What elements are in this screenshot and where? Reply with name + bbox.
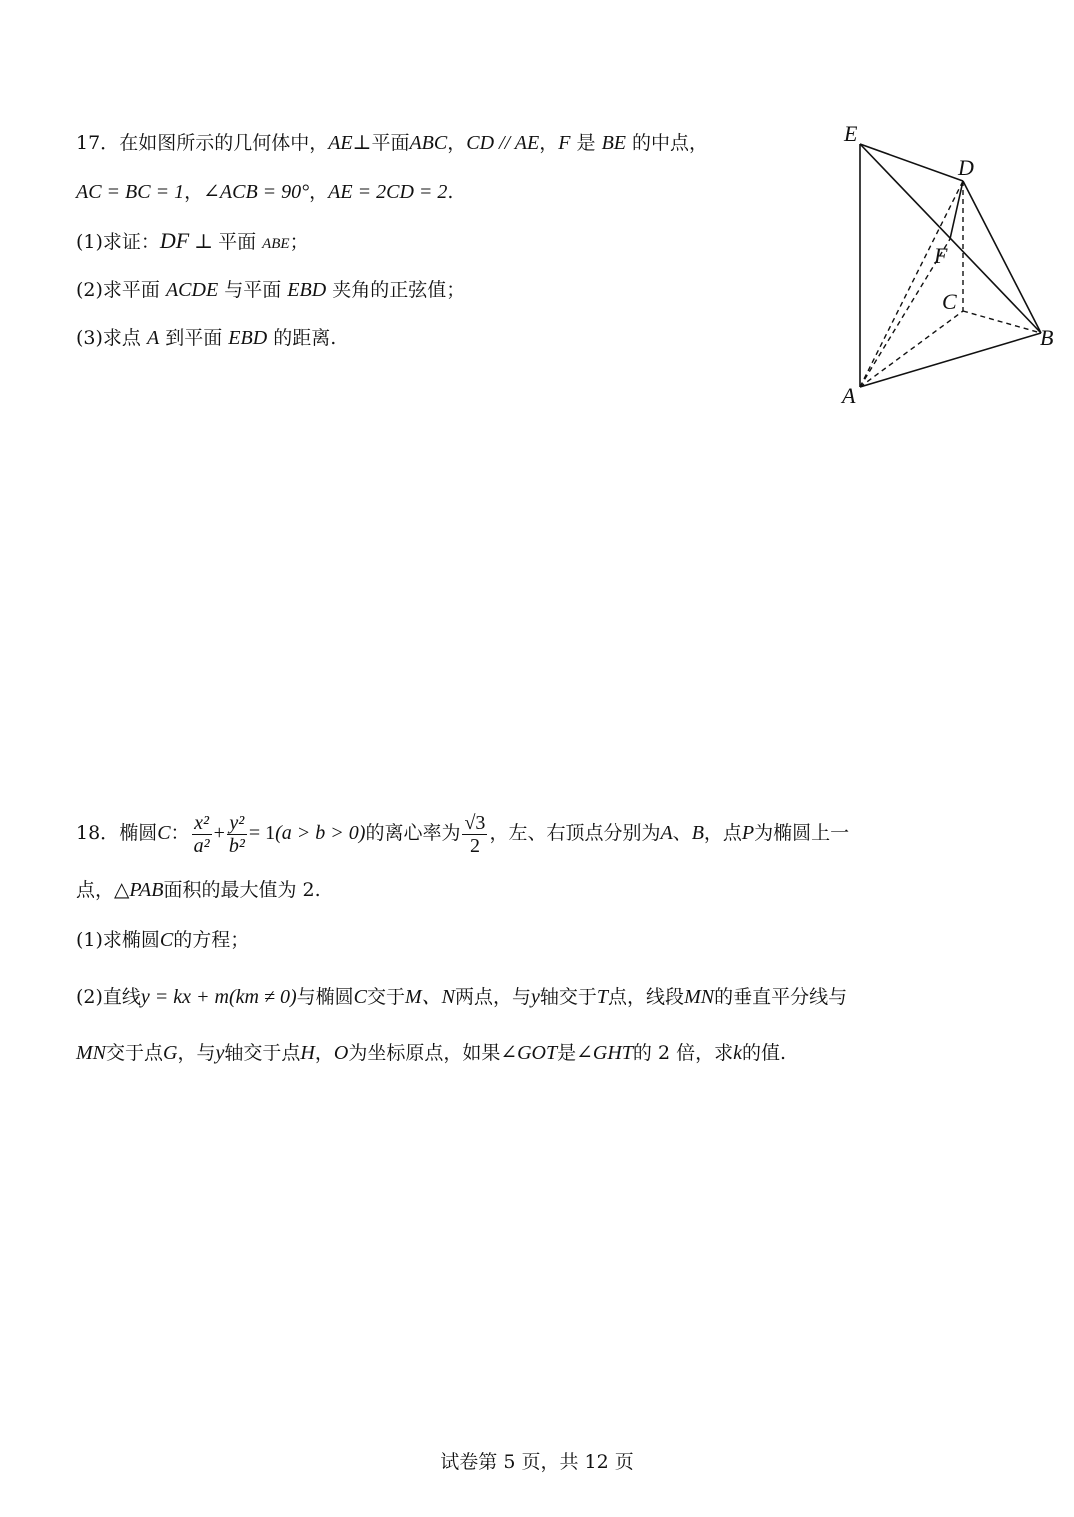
q18-k: k: [733, 1042, 742, 1064]
q18-text: 是: [557, 1042, 577, 1064]
q18-text: 点，线段: [608, 986, 685, 1008]
q18-ellipse-word: 椭圆: [119, 822, 158, 844]
edge-ad: [860, 181, 963, 387]
q18-part-2-line-2: [76, 1038, 786, 1068]
q17-p3-prefix: (3)求点: [76, 327, 147, 349]
fraction-denominator: b²: [228, 834, 245, 857]
edge-df: [950, 181, 963, 239]
q18-plus: +: [213, 822, 225, 844]
fraction-denominator: 2: [469, 834, 480, 857]
q17-be: BE: [601, 132, 626, 154]
q18-text: 的垂直平分线与: [714, 986, 848, 1008]
q18-p2-c: C: [353, 986, 367, 1008]
geometry-figure: [830, 115, 1070, 415]
q17-sep: ，: [184, 181, 204, 203]
q18-p1-end: 的方程；: [173, 929, 250, 951]
q17-p1-perp: ⊥: [189, 231, 219, 253]
q17-p2-acde: ACDE: [165, 279, 219, 301]
q17-intro: 在如图所示的几何体中，: [119, 132, 329, 154]
q17-period: .: [447, 181, 454, 203]
q18-rest: 为椭圆上一: [754, 822, 850, 844]
q18-text: 面积的最大值为 2.: [163, 879, 321, 901]
q17-sep: ，: [309, 181, 329, 203]
label-d: D: [958, 155, 974, 180]
q18-text: 的 2 倍，求: [632, 1042, 734, 1064]
q17-perp: ⊥: [352, 132, 372, 154]
q17-is: 是: [570, 132, 602, 154]
fraction-denominator: a²: [193, 834, 210, 857]
q17-p1-end: ；: [289, 231, 309, 253]
q17-midpoint: 的中点，: [626, 132, 709, 154]
q17-f: F: [558, 132, 571, 154]
q17-p1-plane: 平面: [218, 231, 263, 253]
q18-part-1: [76, 925, 249, 955]
q18-line-1: [76, 808, 849, 858]
q17-plane: 平面: [371, 132, 410, 154]
q17-sep: ，: [539, 132, 559, 154]
q18-p2-mn: M、N: [405, 986, 455, 1008]
q18-h: H: [300, 1042, 315, 1064]
q18-angle-got: ∠GOT: [500, 1042, 558, 1064]
q18-p2-mn: MN: [684, 986, 715, 1008]
q18-p1-c: C: [159, 929, 174, 951]
q18-text: 轴交于: [539, 986, 597, 1008]
q18-point-p: P: [741, 822, 755, 844]
q17-line-2: [76, 177, 453, 207]
q17-cond-ac-bc: AC = BC = 1: [76, 181, 185, 203]
fraction-sqrt3-2: [462, 812, 487, 857]
q18-triangle: △PAB: [114, 879, 164, 901]
q18-o: O: [333, 1042, 349, 1064]
q18-p2-line-eq: y = kx + m: [140, 986, 229, 1008]
q18-rest: ，左、右顶点分别为: [489, 822, 661, 844]
edge-ab: [860, 333, 1041, 387]
q18-line-2: [76, 875, 321, 905]
q18-part-2: [76, 982, 847, 1012]
q17-p2-end: 夹角的正弦值；: [326, 279, 466, 301]
q18-text: 点，: [76, 879, 115, 901]
label-f: F: [934, 243, 948, 268]
label-b: B: [1040, 325, 1054, 350]
fraction-numerator: y²: [227, 812, 247, 835]
q18-p2-y: y: [531, 986, 540, 1008]
q18-g: G: [163, 1042, 178, 1064]
q17-p3-end: 的距离.: [267, 327, 337, 349]
edge-ac: [860, 311, 963, 387]
edge-db: [963, 181, 1041, 333]
q18-ecc-text: 的离心率为: [365, 822, 461, 844]
edge-ed: [860, 144, 963, 181]
q17-p1-abe: ABE: [262, 236, 290, 252]
q18-rest: ，点: [703, 822, 742, 844]
q18-point-a: A: [660, 822, 673, 844]
q17-abc: ABC: [409, 132, 448, 154]
q18-angle-ght: ∠GHT: [576, 1042, 633, 1064]
q18-cond: (a > b > 0): [275, 822, 366, 844]
q17-line-1: [76, 128, 708, 158]
q17-p2-mid: 与平面: [218, 279, 288, 301]
q18-text: ，: [314, 1042, 334, 1064]
q18-text: 交于点: [106, 1042, 164, 1064]
q18-p2-t: T: [596, 986, 609, 1008]
q17-p3-ebd: EBD: [228, 327, 268, 349]
fraction-numerator: x²: [192, 812, 212, 835]
q17-p3-a: A: [146, 327, 160, 349]
edge-cb: [963, 311, 1041, 333]
q18-p2-prefix: (2)直线: [76, 986, 141, 1008]
label-a: A: [842, 383, 856, 408]
q17-ae: AE: [328, 132, 353, 154]
q18-p2-cond: (km ≠ 0): [229, 986, 297, 1008]
q17-part-3: [76, 323, 336, 353]
q18-text: ，与: [177, 1042, 216, 1064]
q18-p1-prefix: (1)求椭圆: [76, 929, 160, 951]
q18-mn: MN: [76, 1042, 106, 1064]
q17-cond-angle: ∠ACB = 90°: [203, 181, 310, 203]
q17-sep: ，: [447, 132, 467, 154]
q18-text: 为坐标原点，如果: [348, 1042, 501, 1064]
q17-cd-parallel: CD // AE: [466, 132, 540, 154]
q18-c: C: [157, 822, 171, 844]
q17-p3-mid: 到平面: [159, 327, 229, 349]
q18-text: 交于: [366, 986, 405, 1008]
q18-text: 与椭圆: [296, 986, 354, 1008]
q17-p2-prefix: (2)求平面: [76, 279, 166, 301]
page-footer: 试卷第 5 页，共 12 页: [440, 1451, 634, 1473]
fraction-x2-a2: [192, 812, 212, 857]
q18-number: 18．: [76, 822, 120, 844]
q17-p1-df: DF: [159, 228, 190, 253]
q17-part-2: [76, 275, 465, 305]
fraction-y2-b2: [227, 812, 247, 857]
label-e: E: [844, 121, 858, 146]
q18-colon: ：: [170, 822, 190, 844]
q17-p2-ebd: EBD: [287, 279, 327, 301]
q17-number: 17．: [76, 132, 120, 154]
fraction-numerator: √3: [464, 811, 486, 834]
q18-sep: 、: [672, 822, 692, 844]
q17-part-1: [76, 226, 309, 259]
q18-text: 轴交于点: [224, 1042, 301, 1064]
q17-cond-ae-cd: AE = 2CD = 2: [328, 181, 448, 203]
label-c: C: [942, 289, 957, 314]
q18-point-b: B: [691, 822, 704, 844]
q18-text: 两点，与: [455, 986, 532, 1008]
q18-eq: = 1: [248, 822, 276, 844]
q18-y: y: [215, 1042, 225, 1064]
q18-text: 的值.: [741, 1042, 787, 1064]
q17-p1-prefix: (1)求证：: [76, 231, 160, 253]
